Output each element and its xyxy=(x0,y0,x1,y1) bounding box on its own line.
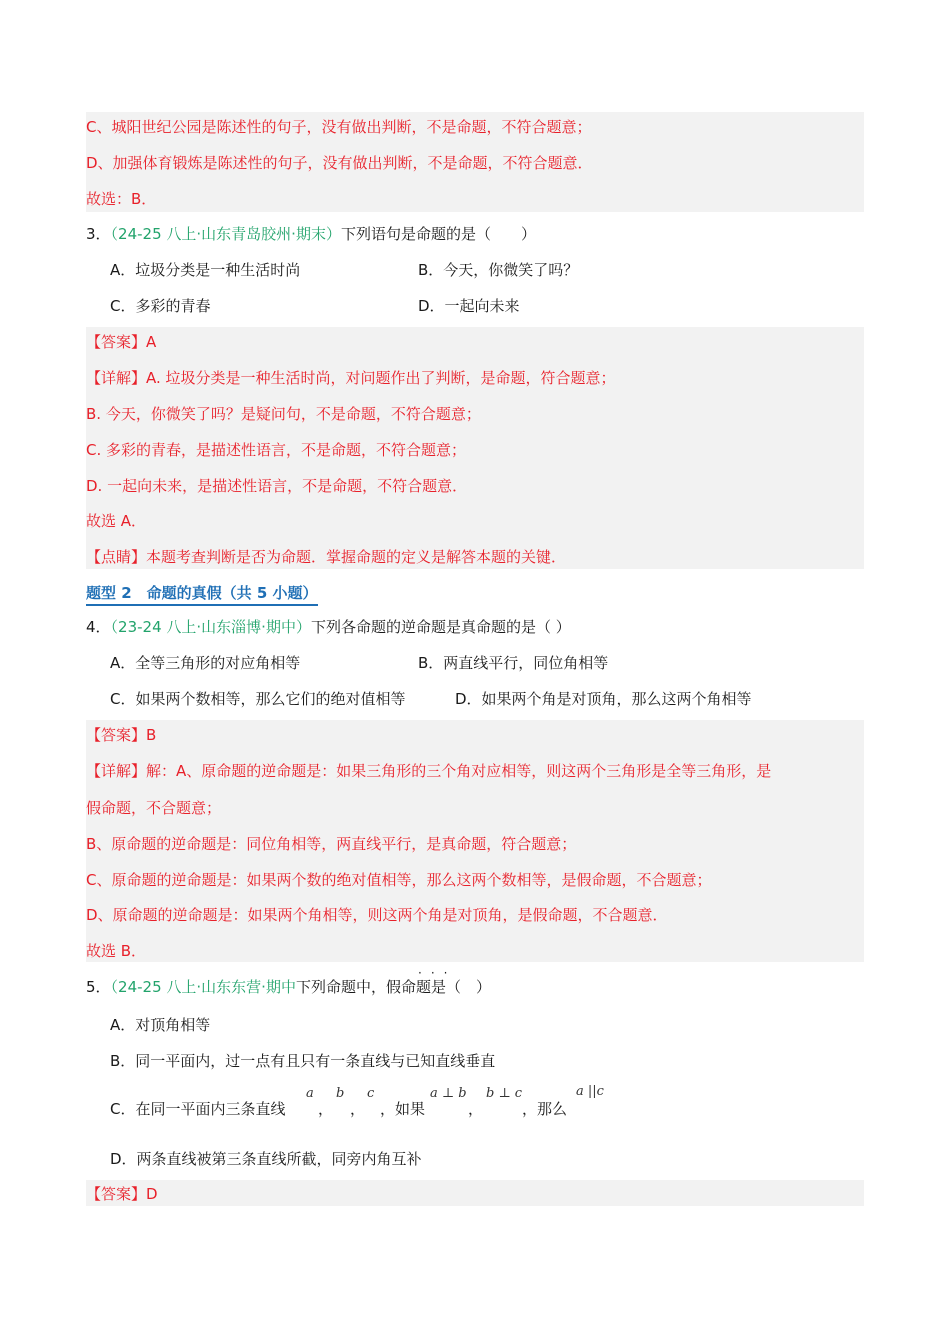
q3-detail-b: B. 今天，你微笑了吗？是疑问句，不是命题，不符合题意； xyxy=(86,405,481,423)
q3-question xyxy=(86,224,536,244)
q3-conclusion: 故选 A． xyxy=(86,512,147,530)
q4-conclusion: 故选 B． xyxy=(86,942,147,960)
section-heading: 题型 2 命题的真假（共 5 小题） xyxy=(86,583,318,606)
math-var-c: c xyxy=(367,1086,375,1101)
q4-source: （23-24 八上·山东淄博·期中） xyxy=(110,618,311,636)
q2-detail-c: C、城阳世纪公园是陈述性的句子，没有做出判断，不是命题，不符合题意； xyxy=(86,118,592,136)
math-b-perp-c: b ⊥ c xyxy=(486,1086,523,1101)
q5-option-c-sep1: ， xyxy=(318,1100,334,1118)
q3-source: （24-25 八上·山东青岛胶州·期末） xyxy=(110,225,341,243)
math-var-a: a xyxy=(306,1086,314,1101)
q4-detail-d: D、原命题的逆命题是：如果两个角相等，则这两个角是对顶角，是假命题，不合题意． xyxy=(86,906,668,924)
q4-option-d: D．如果两个角是对顶角，那么这两个角相等 xyxy=(455,690,752,708)
q5-answer: 【答案】D xyxy=(86,1185,158,1203)
q4-question xyxy=(86,617,571,637)
q5-question xyxy=(86,977,491,997)
math-a-par-c: a ||c xyxy=(576,1084,604,1099)
q5-source: （24-25 八上·山东东营·期中 xyxy=(110,978,296,996)
q5-stem-pre: 下列命题中， xyxy=(295,978,386,996)
q4-option-c: C．如果两个数相等，那么它们的绝对值相等 xyxy=(110,690,406,708)
math-a-perp-b: a ⊥ b xyxy=(430,1086,467,1101)
q2-detail-d: D、加强体育锻炼是陈述性的句子，没有做出判断，不是命题，不符合题意． xyxy=(86,154,593,172)
q3-comment: 【点睛】本题考查判断是否为命题．掌握命题的定义是解答本题的关键． xyxy=(86,548,567,566)
q4-number: 4． xyxy=(86,618,111,636)
q4-option-a: A．全等三角形的对应角相等 xyxy=(110,654,301,672)
q3-option-a: A．垃圾分类是一种生活时尚 xyxy=(110,261,301,279)
q4-stem: 下列各命题的逆命题是真命题的是（ ） xyxy=(310,618,571,636)
q5-option-c-text: C．在同一平面内三条直线 xyxy=(110,1100,286,1118)
q3-answer: 【答案】A xyxy=(86,333,157,351)
q2-conclusion: 故选：B． xyxy=(86,190,157,208)
q4-detail-c: C、原命题的逆命题是：如果两个数的绝对值相等，那么这两个数相等，是假命题，不合题意； xyxy=(86,871,712,889)
q3-number: 3． xyxy=(86,225,111,243)
q4-answer: 【答案】B xyxy=(86,726,157,744)
q5-stem-post: 是（ ） xyxy=(430,978,491,996)
q5-option-c-sep2: ， xyxy=(350,1100,366,1118)
q5-option-a: A．对顶角相等 xyxy=(110,1016,211,1034)
q3-stem: 下列语句是命题的是（ ） xyxy=(340,225,536,243)
q5-option-c-if: ，如果 xyxy=(380,1100,426,1118)
q3-option-c: C．多彩的青春 xyxy=(110,297,211,315)
q5-stem-emphasis: 假命题 xyxy=(385,978,431,996)
q3-detail-d: D. 一起向未来，是描述性语言，不是命题，不符合题意． xyxy=(86,477,468,495)
q5-option-d: D．两条直线被第三条直线所截，同旁内角互补 xyxy=(110,1150,422,1168)
emphasis-dots: ··· xyxy=(418,966,457,980)
q5-option-b: B．同一平面内，过一点有且只有一条直线与已知直线垂直 xyxy=(110,1052,496,1070)
q5-number: 5． xyxy=(86,978,111,996)
math-var-b: b xyxy=(336,1086,345,1101)
q4-detail-a-line2: 假命题，不合题意； xyxy=(86,799,222,817)
q4-option-b: B．两直线平行，同位角相等 xyxy=(418,654,609,672)
q4-detail-b: B、原命题的逆命题是：同位角相等，两直线平行，是真命题，符合题意； xyxy=(86,835,577,853)
q4-detail-a-line1: 【详解】解：A、原命题的逆命题是：如果三角形的三个角对应相等，则这两个三角形是全等三角形，是 xyxy=(86,762,772,780)
q3-detail-a: 【详解】A. 垃圾分类是一种生活时尚，对问题作出了判断，是命题，符合题意； xyxy=(86,369,616,387)
answer-band-q5 xyxy=(86,1180,864,1206)
q3-detail-c: C. 多彩的青春，是描述性语言，不是命题，不符合题意； xyxy=(86,441,467,459)
q3-option-d: D．一起向未来 xyxy=(418,297,520,315)
q5-option-c-then: ，那么 xyxy=(522,1100,568,1118)
q5-option-c-sep3: ， xyxy=(468,1100,484,1118)
q3-option-b: B．今天，你微笑了吗？ xyxy=(418,261,579,279)
